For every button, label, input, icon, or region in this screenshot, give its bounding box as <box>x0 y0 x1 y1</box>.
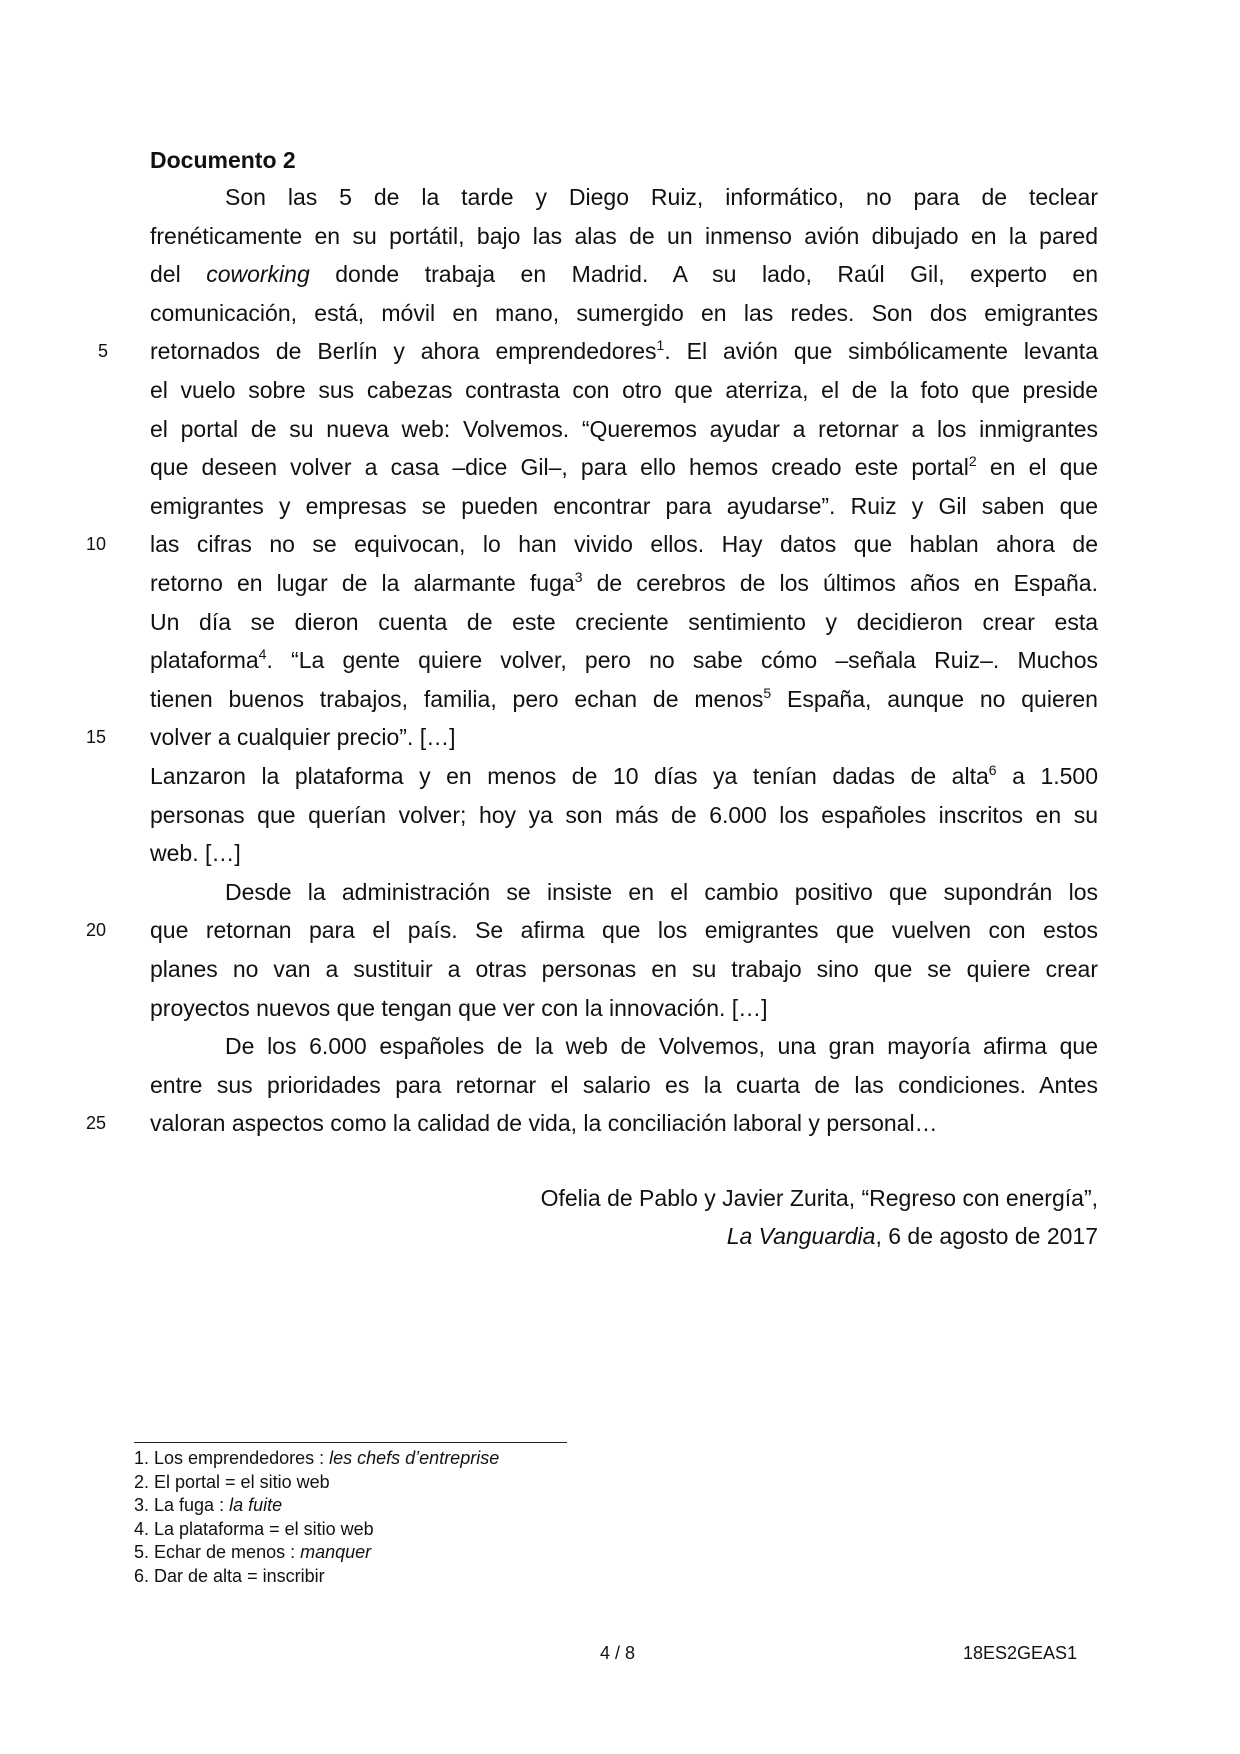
text-line: volver a cualquier precio”. […] <box>150 724 456 751</box>
text-line: que retornan para el país. Se afirma que los emigrantes que vuelven con estos <box>150 917 1098 944</box>
footnote-ref: 5 <box>763 684 772 701</box>
footnote-gloss: la fuite <box>229 1495 283 1515</box>
document-title: Documento 2 <box>150 147 296 173</box>
text-line: frenéticamente en su portátil, bajo las alas de un inmenso avión dibujado en la pared <box>150 222 1098 249</box>
text-line: Desde la administración se insiste en el cambio positivo que supondrán los <box>225 878 1098 905</box>
source-authors: Ofelia de Pablo y Javier Zurita, “Regreso con energía”, <box>540 1185 1098 1211</box>
footnote: 3. La fuga : la fuite <box>134 1495 283 1515</box>
line-number: 10 <box>86 534 107 555</box>
text-line: proyectos nuevos que tengan que ver con la innovación. […] <box>150 994 768 1021</box>
footnote-gloss: les chefs d’entreprise <box>329 1448 500 1468</box>
line-number: 5 <box>98 341 109 362</box>
footnote-ref: 6 <box>988 762 997 778</box>
text-line: Un día se dieron cuenta de este creciente sentimiento y decidieron crear esta <box>150 608 1098 635</box>
line-number: 25 <box>86 1113 107 1134</box>
line-number: 20 <box>86 920 107 941</box>
document-code: 18ES2GEAS1 <box>963 1643 1078 1663</box>
text-line: Lanzaron la plataforma y en menos de 10 días ya tenían dadas de alta$^6$ a 1.500 <box>150 762 1098 789</box>
footnote: 6. Dar de alta = inscribir <box>134 1565 325 1586</box>
text-line: del coworking donde trabaja en Madrid. A su lado, Raúl Gil, experto en <box>150 261 1098 288</box>
text-line: entre sus prioridades para retornar el salario es la cuarta de las condiciones. Antes <box>150 1071 1098 1098</box>
text-line: emigrantes y empresas se pueden encontrar para ayudarse”. Ruiz y Gil saben que <box>150 492 1098 519</box>
line-number: 15 <box>86 727 107 748</box>
footnote-gloss: manquer <box>300 1542 372 1562</box>
text-line: Son las 5 de la tarde y Diego Ruiz, informático, no para de teclear <box>225 184 1098 210</box>
source-publication <box>727 1221 1098 1251</box>
page-number: 4 / 8 <box>600 1643 636 1663</box>
publication-name: La Vanguardia <box>726 1223 876 1249</box>
footnote-divider <box>134 1442 567 1443</box>
footnote-ref: 3 <box>574 569 583 585</box>
text-line: plataforma$^4$. “La gente quiere volver, pero no sabe cómo –señala Ruiz–. Muchos <box>150 646 1098 674</box>
italic-term: coworking <box>206 261 310 288</box>
text-line: el portal de su nueva web: Volvemos. “Queremos ayudar a retornar a los inmigrantes <box>150 415 1098 442</box>
text-line: De los 6.000 españoles de la web de Volvemos, una gran mayoría afirma que <box>225 1033 1098 1060</box>
text-line: comunicación, está, móvil en mano, sumergido en las redes. Son dos emigrantes <box>150 299 1098 326</box>
text-line: el vuelo sobre sus cabezas contrasta con otro que aterriza, el de la foto que preside <box>150 377 1098 403</box>
footnote: 5. Echar de menos : manquer <box>134 1542 372 1562</box>
footnote-ref: 1 <box>656 337 665 354</box>
publication-date: , 6 de agosto de 2017 <box>875 1223 1098 1249</box>
text-line: las cifras no se equivocan, lo han vivido ellos. Hay datos que hablan ahora de <box>150 531 1098 558</box>
footnote-ref: 4 <box>258 646 267 663</box>
text-line: web. […] <box>150 840 241 867</box>
text-line: tienen buenos trabajos, familia, pero echan de menos$^5$ España, aunque no quieren <box>150 684 1098 712</box>
text-line: retornados de Berlín y ahora emprendedores$^1$. El avión que simbólicamente levanta <box>150 337 1098 365</box>
text-line: que deseen volver a casa –dice Gil–, para ello hemos creado este portal$^2$ en el que <box>150 453 1099 481</box>
text-line: planes no van a sustituir a otras personas en su trabajo sino que se quiere crear <box>150 956 1098 982</box>
text-line: valoran aspectos como la calidad de vida, la conciliación laboral y personal… <box>150 1110 938 1137</box>
footnote-ref: 2 <box>968 453 977 470</box>
footnote: 1. Los emprendedores : les chefs d’entreprise <box>134 1448 500 1468</box>
text-line: personas que querían volver; hoy ya son más de 6.000 los españoles inscritos en su <box>150 801 1098 828</box>
footnote: 4. La plataforma = el sitio web <box>134 1518 374 1539</box>
footnote: 2. El portal = el sitio web <box>134 1471 330 1492</box>
text-line: retorno en lugar de la alarmante fuga$^3$ de cerebros de los últimos años en España. <box>150 569 1098 596</box>
